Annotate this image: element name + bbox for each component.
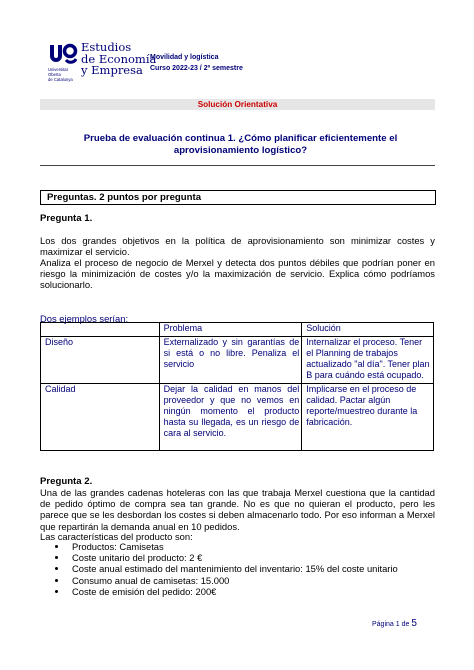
list-item: • Consumo anual de camisetas: 15.000 [68, 575, 398, 586]
course-name: Movilidad y logística [150, 54, 219, 61]
page-number [372, 618, 417, 629]
logo-small-text: Universitat Oberta de Catalunya [48, 67, 73, 82]
document-title: Prueba de evaluación continua 1. ¿Cómo planificar eficientemente el aprovisionamiento logístico? [83, 133, 398, 156]
question-1-paragraph-2: Analiza el proceso de negocio de Merxel y detecta dos puntos débiles que podrían poner en riesgo la minimización de costes y/o la maximización de servicio. Explica cómo podríamos solucionarlo. [40, 257, 435, 291]
problem-cell: Dejar la calidad en manos del proveedor y que no vemos en ningún momento el producto hasta su llegada, es un riesgo de cara al servicio. [159, 384, 302, 451]
column-header-solution: Solución [302, 323, 434, 337]
question-1-paragraph-1: Los dos grandes objetivos en la política de aprovisionamiento son minimizar costes y maximizar el servicio. [40, 235, 435, 258]
column-header-problem: Problema [159, 323, 302, 337]
examples-table [40, 322, 434, 451]
row-label: Diseño [41, 337, 160, 384]
banner-title: Solución Orientativa [197, 100, 278, 109]
question-1-heading: Pregunta 1. [40, 213, 93, 224]
course-term: Curso 2022-23 / 2º semestre [150, 65, 243, 72]
list-item: • Productos: Camisetas [68, 541, 398, 552]
divider [40, 165, 435, 166]
examples-title: Dos ejemplos serían: [40, 313, 129, 324]
solution-cell: Implicarse en el proceso de calidad. Pactar algún reporte/muestreo durante la fabricación. [302, 384, 434, 451]
problem-cell: Externalizado y sin garantías de si está o no libre. Penaliza el servicio [159, 337, 302, 384]
question-2-paragraph-2: Las características del producto son: [40, 531, 193, 542]
table-row [41, 384, 434, 451]
question-2-heading: Pregunta 2. [40, 476, 93, 487]
section-heading: Preguntas. 2 puntos por pregunta [47, 192, 202, 203]
question-2-paragraph-1: Una de las grandes cadenas hoteleras con las que trabaja Merxel cuestiona que la cantidad de pedido óptimo de compra sea tan grande. No es que no quieran el producto, pero les parece que se les desbordan los costes si deben almacenarlo todo. Por eso informan a Merxel que repartirán la demanda anual en 10 pedidos. [40, 487, 435, 532]
product-characteristics-list [52, 541, 398, 597]
page-total: 5 [411, 618, 417, 629]
list-item: • Coste unitario del producto: 2 € [68, 552, 398, 563]
uoc-logo-icon [48, 42, 78, 66]
row-label: Calidad [41, 384, 160, 451]
solution-cell: Internalizar el proceso. Tener el Planning de trabajos actualizado "al día". Tener plan B para cuándo está ocupado. [302, 337, 434, 384]
logo-wordmark: Estudios de Economía y Empresa [81, 40, 157, 78]
table-corner-cell [41, 323, 160, 337]
list-item: • Coste de emisión del pedido: 200€ [68, 586, 398, 597]
list-item: • Coste anual estimado del mantenimiento del inventario: 15% del coste unitario [68, 563, 398, 574]
table-row [41, 337, 434, 384]
course-info [150, 52, 243, 74]
table-header-row [41, 323, 434, 337]
page-number-prefix: Página 1 de [372, 621, 412, 628]
